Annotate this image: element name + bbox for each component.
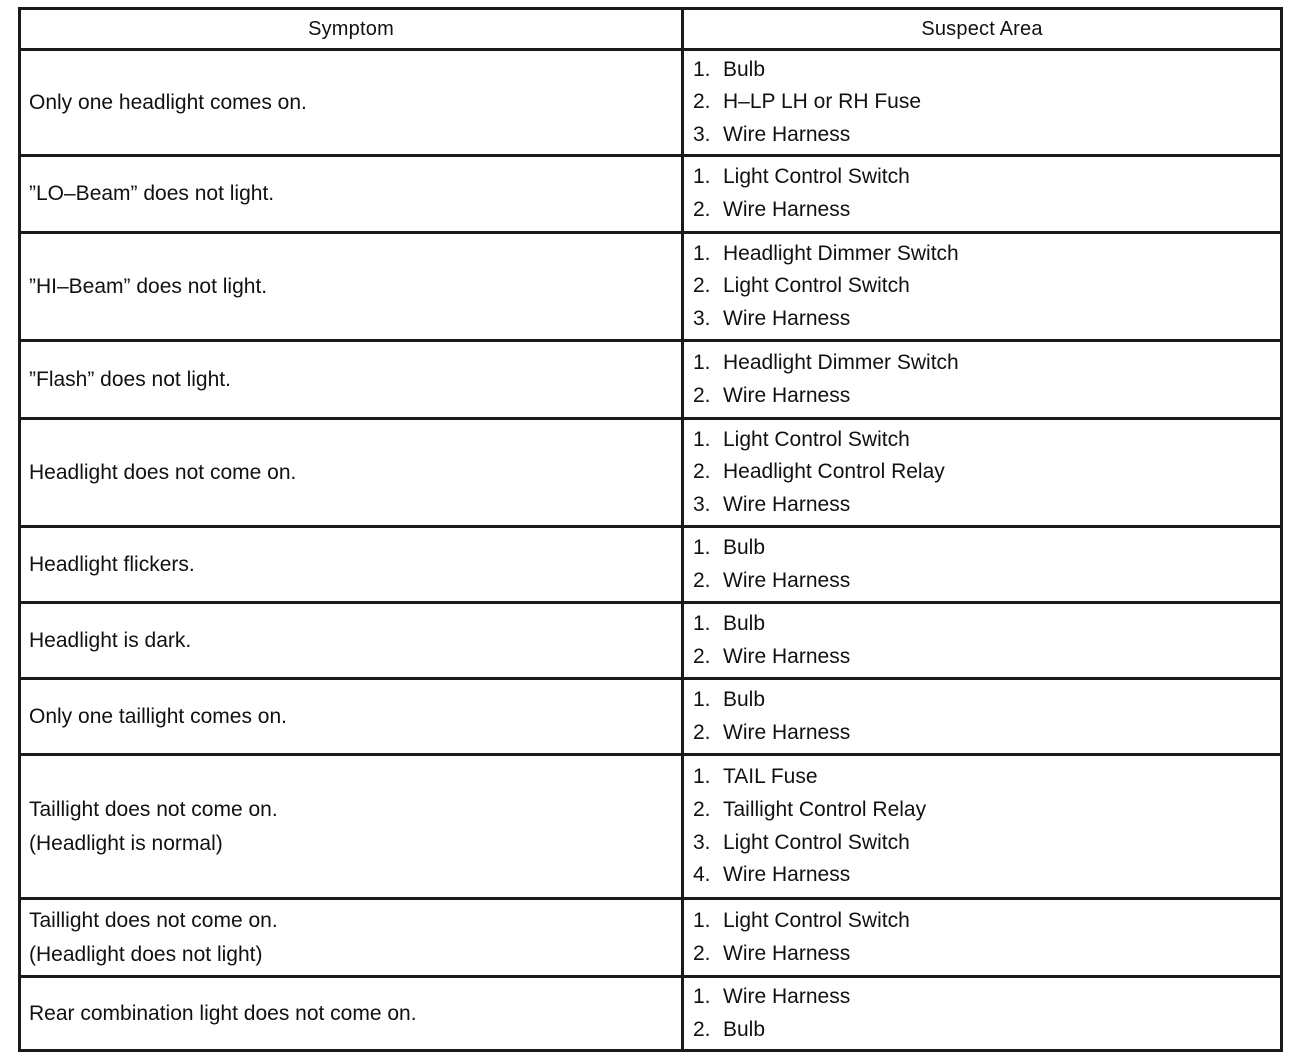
suspect-area-cell [683,156,1282,233]
suspect-item-text: Taillight Control Relay [723,797,927,821]
suspect-area-cell [683,341,1282,419]
suspect-item-number: 2. [693,1017,711,1041]
symptom-text: Rear combination light does not come on. [29,1001,417,1025]
suspect-list [693,161,1280,226]
suspect-item [693,684,1280,717]
suspect-item-number: 3. [693,830,711,854]
suspect-item-number: 1. [693,611,711,635]
symptom-cell [20,755,683,899]
suspect-item-text: Bulb [723,1017,766,1041]
suspect-item-text: Wire Harness [723,720,851,744]
symptom-text: Taillight does not come on. [29,797,278,821]
suspect-item-number: 4. [693,863,711,887]
suspect-item [693,54,1280,87]
suspect-list [693,761,1280,891]
suspect-item [693,456,1280,489]
symptom-cell [20,419,683,527]
suspect-area-cell [683,755,1282,899]
suspect-item [693,380,1280,413]
suspect-area-cell [683,899,1282,977]
table-row [20,419,1282,527]
suspect-list [693,54,1280,152]
suspect-item-number: 3. [693,122,711,146]
suspect-item-text: Wire Harness [723,863,851,887]
suspect-area-cell [683,527,1282,603]
suspect-item-number: 2. [693,644,711,668]
suspect-item-text: Wire Harness [723,568,851,592]
suspect-item-number: 1. [693,765,711,789]
suspect-item [693,761,1280,794]
table-row [20,527,1282,603]
suspect-item-text: Headlight Dimmer Switch [723,350,959,374]
suspect-item-text: Wire Harness [723,198,851,221]
suspect-list [693,238,1280,336]
suspect-item [693,161,1280,194]
symptom-cell [20,233,683,341]
suspect-item [693,827,1280,860]
suspect-item [693,424,1280,457]
suspect-item-text: Headlight Control Relay [723,460,945,484]
suspect-area-cell [683,977,1282,1051]
suspect-item [693,238,1280,271]
suspect-item-number: 3. [693,492,711,516]
symptom-text: Only one taillight comes on. [29,704,287,728]
table-header-row [20,9,1282,50]
suspect-item-text: Bulb [723,57,766,81]
suspect-item-text: Light Control Switch [723,908,910,932]
symptom-cell [20,156,683,233]
suspect-item-number: 1. [693,165,711,189]
suspect-list [693,684,1280,749]
suspect-area-cell [683,233,1282,341]
suspect-item-number: 2. [693,568,711,592]
table-row [20,50,1282,156]
suspect-item-text: Bulb [723,611,766,635]
table-row [20,341,1282,419]
suspect-item-text: Wire Harness [723,492,851,516]
suspect-list [693,905,1280,970]
suspect-item-number: 2. [693,198,711,221]
suspect-item-text: Bulb [723,535,766,559]
suspect-list [693,347,1280,412]
suspect-item [693,86,1280,119]
suspect-item-number: 1. [693,687,711,711]
suspect-list [693,981,1280,1046]
suspect-list [693,608,1280,673]
suspect-item-text: Wire Harness [723,941,851,965]
suspect-item [693,981,1280,1014]
symptom-cell [20,603,683,679]
symptom-cell [20,977,683,1051]
suspect-item [693,794,1280,827]
suspect-area-cell [683,419,1282,527]
suspect-item-number: 1. [693,535,711,559]
table-row [20,977,1282,1051]
suspect-item [693,938,1280,971]
suspect-item [693,905,1280,938]
suspect-item [693,270,1280,303]
table-body [20,50,1282,1051]
table-row [20,603,1282,679]
suspect-item-text: Wire Harness [723,984,851,1008]
suspect-item-text: Headlight Dimmer Switch [723,241,959,265]
table-row [20,755,1282,899]
suspect-item-text: Bulb [723,687,766,711]
symptom-text: Taillight does not come on. [29,908,278,932]
symptom-cell [20,679,683,755]
symptom-cell [20,341,683,419]
suspect-list [693,424,1280,522]
suspect-item [693,641,1280,674]
suspect-item [693,194,1280,227]
symptom-text: ”HI–Beam” does not light. [29,274,268,298]
suspect-item-number: 2. [693,941,711,965]
suspect-item [693,717,1280,750]
suspect-area-cell [683,603,1282,679]
suspect-item-text: Light Control Switch [723,274,910,298]
suspect-list [693,532,1280,597]
suspect-item-text: Light Control Switch [723,830,910,854]
suspect-item [693,347,1280,380]
suspect-item-text: H–LP LH or RH Fuse [723,90,922,114]
suspect-item-number: 3. [693,306,711,330]
suspect-item [693,608,1280,641]
suspect-item-number: 2. [693,797,711,821]
symptom-text: Headlight does not come on. [29,460,297,484]
symptom-text: Headlight flickers. [29,552,195,576]
suspect-item-text: Wire Harness [723,383,851,407]
symptom-cell [20,899,683,977]
symptom-text: ”LO–Beam” does not light. [29,182,275,205]
troubleshooting-table [18,7,1283,1052]
suspect-item-number: 1. [693,350,711,374]
suspect-item-number: 1. [693,908,711,932]
suspect-area-column-header: Suspect Area [683,9,1282,50]
suspect-item-number: 1. [693,427,711,451]
suspect-item-number: 1. [693,241,711,265]
table-row [20,233,1282,341]
symptom-cell [20,527,683,603]
symptom-cell [20,50,683,156]
suspect-area-cell [683,679,1282,755]
suspect-item-text: Light Control Switch [723,165,910,189]
symptom-text: (Headlight is normal) [29,831,223,855]
suspect-item [693,532,1280,565]
suspect-item [693,303,1280,336]
suspect-item-number: 2. [693,720,711,744]
suspect-item [693,859,1280,892]
suspect-item-number: 1. [693,57,711,81]
symptom-text: Only one headlight comes on. [29,90,307,114]
suspect-item [693,489,1280,522]
suspect-item-text: Wire Harness [723,122,851,146]
symptom-text: (Headlight does not light) [29,942,263,966]
suspect-area-cell [683,50,1282,156]
suspect-item-number: 2. [693,90,711,114]
suspect-item [693,119,1280,152]
table-row [20,156,1282,233]
table-row [20,679,1282,755]
suspect-item-number: 2. [693,383,711,407]
suspect-item-text: TAIL Fuse [723,765,818,789]
symptom-text: Headlight is dark. [29,628,192,652]
suspect-item-number: 1. [693,984,711,1008]
suspect-item-number: 2. [693,460,711,484]
suspect-item-text: Wire Harness [723,306,851,330]
suspect-item [693,1014,1280,1047]
table-row [20,899,1282,977]
suspect-item-text: Wire Harness [723,644,851,668]
suspect-item [693,565,1280,598]
suspect-item-text: Light Control Switch [723,427,910,451]
suspect-item-number: 2. [693,274,711,298]
symptom-text: ”Flash” does not light. [29,367,231,391]
symptom-column-header: Symptom [20,9,683,50]
